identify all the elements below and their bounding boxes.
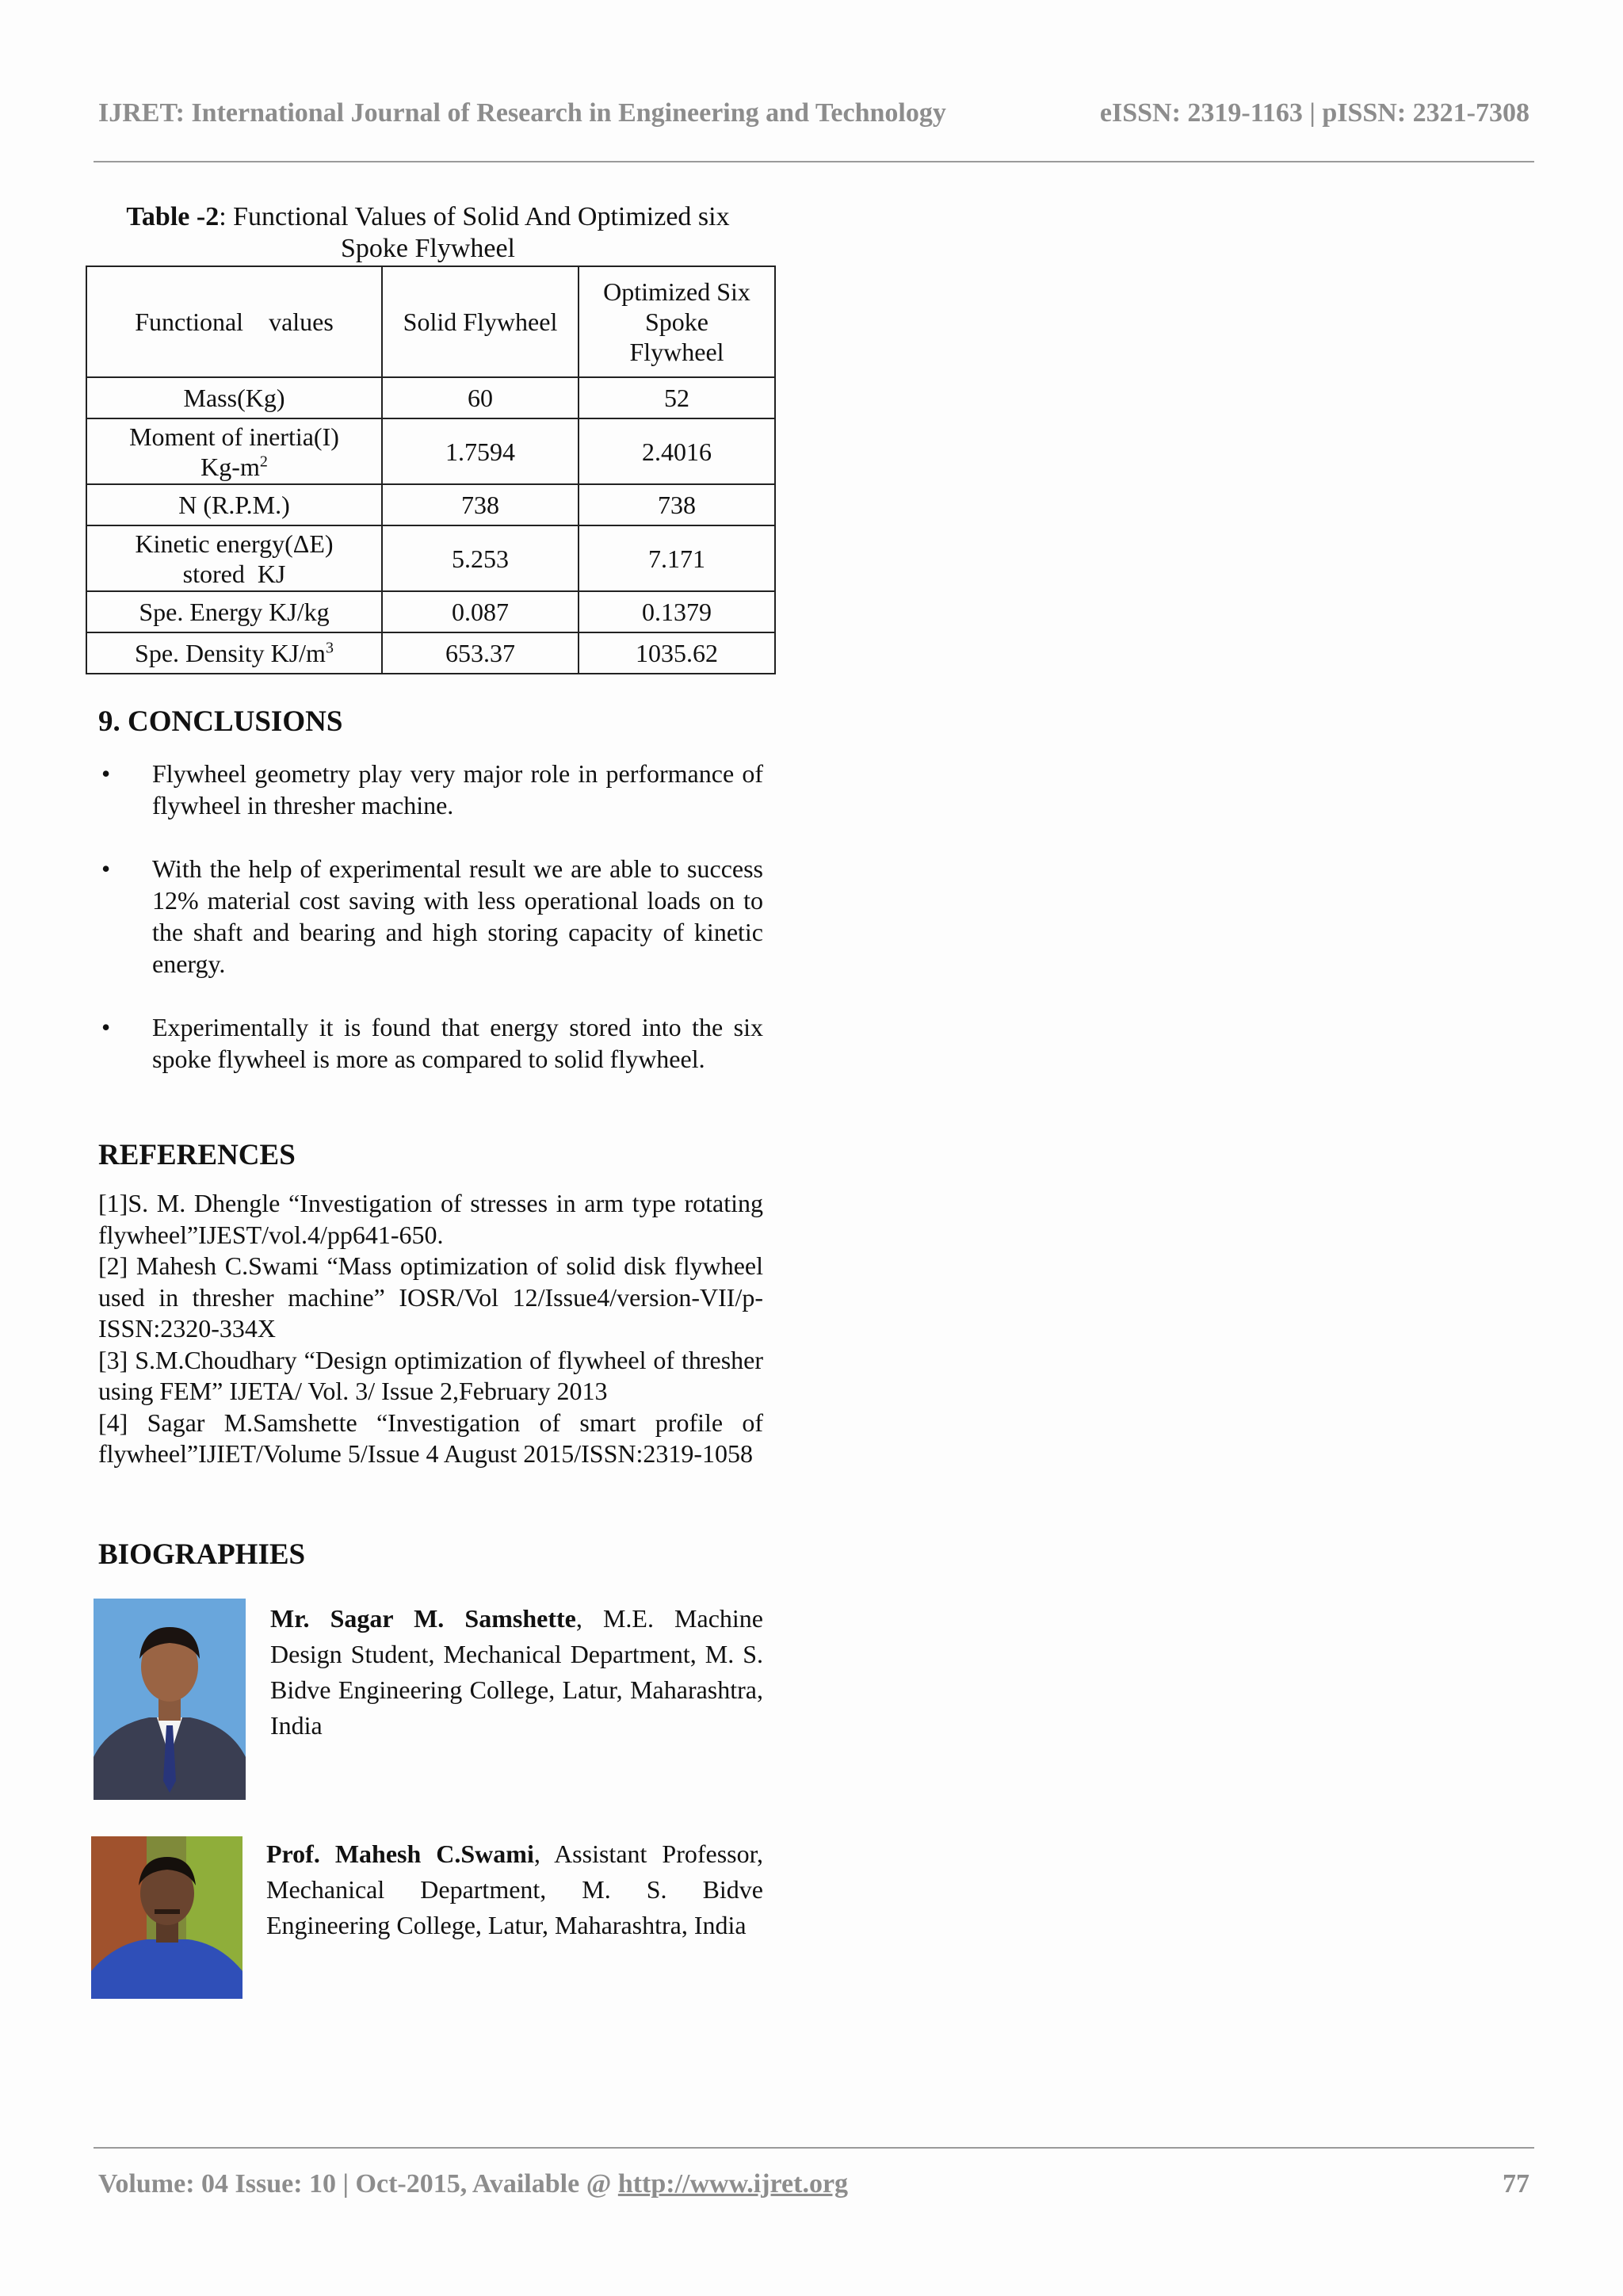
issn-info: eISSN: 2319-1163 | pISSN: 2321-7308 bbox=[1099, 98, 1529, 128]
solid-value: 5.253 bbox=[382, 525, 579, 591]
table-row bbox=[86, 525, 775, 591]
conclusions-list bbox=[98, 758, 763, 1106]
optimized-value: 738 bbox=[579, 484, 775, 525]
footer-volume-text: Volume: 04 Issue: 10 | Oct-2015, Available @ bbox=[98, 2169, 618, 2199]
row-label-line2: Kg-m bbox=[200, 452, 260, 481]
portrait-image bbox=[94, 1599, 246, 1800]
references-heading: REFERENCES bbox=[98, 1139, 296, 1171]
bio-samshette bbox=[270, 1601, 763, 1744]
table-row bbox=[86, 484, 775, 525]
footer-rule bbox=[94, 2147, 1534, 2149]
header-optimized-flywheel bbox=[579, 266, 775, 377]
functional-values-table bbox=[86, 266, 776, 674]
author-photo-samshette bbox=[94, 1599, 246, 1800]
page-number: 77 bbox=[1503, 2169, 1529, 2199]
solid-value: 738 bbox=[382, 484, 579, 525]
solid-value: 1.7594 bbox=[382, 418, 579, 484]
bio-name: Mr. Sagar M. Samshette bbox=[270, 1604, 576, 1633]
references-list bbox=[98, 1188, 763, 1470]
list-item: • With the help of experimental result we are able to success 12% material cost saving with less operational loads on to the shaft and bearing and high storing capacity of kinetic energy. bbox=[98, 853, 763, 980]
footer-volume bbox=[98, 2169, 848, 2199]
row-label bbox=[86, 525, 382, 591]
solid-value: 60 bbox=[382, 377, 579, 418]
reference-item: [3] S.M.Choudhary “Design optimization of flywheel of thresher using FEM” IJETA/ Vol. 3/ Issue 2,February 2013 bbox=[98, 1345, 763, 1405]
reference-item: [4] Sagar M.Samshette “Investigation of smart profile of flywheel”IJIET/Volume 5/Issue 4 August 2015/ISSN:2319-1058 bbox=[98, 1408, 763, 1468]
header-functional-values: Functional values bbox=[86, 266, 382, 377]
journal-title: IJRET: International Journal of Research in Engineering and Technology bbox=[98, 98, 946, 128]
header-optimized-text: Optimized Six Spoke Flywheel bbox=[603, 277, 750, 366]
optimized-value: 7.171 bbox=[579, 525, 775, 591]
table-row bbox=[86, 591, 775, 632]
solid-value: 653.37 bbox=[382, 632, 579, 674]
superscript: 3 bbox=[325, 639, 334, 657]
table-caption bbox=[111, 201, 745, 265]
author-photo-swami bbox=[91, 1836, 242, 1999]
row-label bbox=[86, 632, 382, 674]
optimized-value: 0.1379 bbox=[579, 591, 775, 632]
biographies-heading: BIOGRAPHIES bbox=[98, 1538, 306, 1571]
journal-url-link[interactable]: http://www.ijret.org bbox=[617, 2169, 849, 2199]
row-label-text: Spe. Density KJ/m bbox=[135, 639, 326, 667]
portrait-image bbox=[91, 1836, 242, 1999]
bio-swami bbox=[266, 1836, 763, 1943]
row-label: Mass(Kg) bbox=[86, 377, 382, 418]
table-caption-text: : Functional Values of Solid And Optimized six Spoke Flywheel bbox=[219, 202, 730, 263]
superscript: 2 bbox=[259, 452, 268, 470]
header-rule bbox=[94, 161, 1534, 162]
header-solid-flywheel: Solid Flywheel bbox=[382, 266, 579, 377]
table-header-row bbox=[86, 266, 775, 377]
row-label-line1: Moment of inertia(I) bbox=[129, 422, 339, 451]
reference-item: [2] Mahesh C.Swami “Mass optimization of solid disk flywheel used in thresher machine” IOSR/Vol 12/Issue4/version-VII/p-ISSN:2320-334X bbox=[98, 1251, 763, 1343]
row-label bbox=[86, 418, 382, 484]
solid-value: 0.087 bbox=[382, 591, 579, 632]
optimized-value: 2.4016 bbox=[579, 418, 775, 484]
conclusions-heading: 9. CONCLUSIONS bbox=[98, 705, 343, 738]
optimized-value: 1035.62 bbox=[579, 632, 775, 674]
bio-name: Prof. Mahesh C.Swami bbox=[266, 1839, 534, 1868]
row-label: N (R.P.M.) bbox=[86, 484, 382, 525]
table-row bbox=[86, 632, 775, 674]
list-item: • Experimentally it is found that energy stored into the six spoke flywheel is more as compared to solid flywheel. bbox=[98, 1011, 763, 1075]
bio-text: , Assistant Professor, Mechanical Department, M. S. Bidve Engineering College, Latur, Maharashtra, India bbox=[266, 1839, 764, 1939]
bio-text: , M.E. Machine Design Student, Mechanical Department, M. S. Bidve Engineering College, Latur, Maharashtra, India bbox=[270, 1604, 764, 1740]
row-label: Spe. Energy KJ/kg bbox=[86, 591, 382, 632]
optimized-value: 52 bbox=[579, 377, 775, 418]
table-caption-label: Table -2 bbox=[126, 202, 220, 231]
table-row bbox=[86, 418, 775, 484]
row-label-line2: stored KJ bbox=[182, 559, 286, 588]
reference-item: [1]S. M. Dhengle “Investigation of stresses in arm type rotating flywheel”IJEST/vol.4/pp641-650. bbox=[98, 1189, 763, 1249]
table-row bbox=[86, 377, 775, 418]
row-label-line1: Kinetic energy(ΔE) bbox=[135, 529, 334, 558]
list-item: • Flywheel geometry play very major role in performance of flywheel in thresher machine. bbox=[98, 758, 763, 821]
